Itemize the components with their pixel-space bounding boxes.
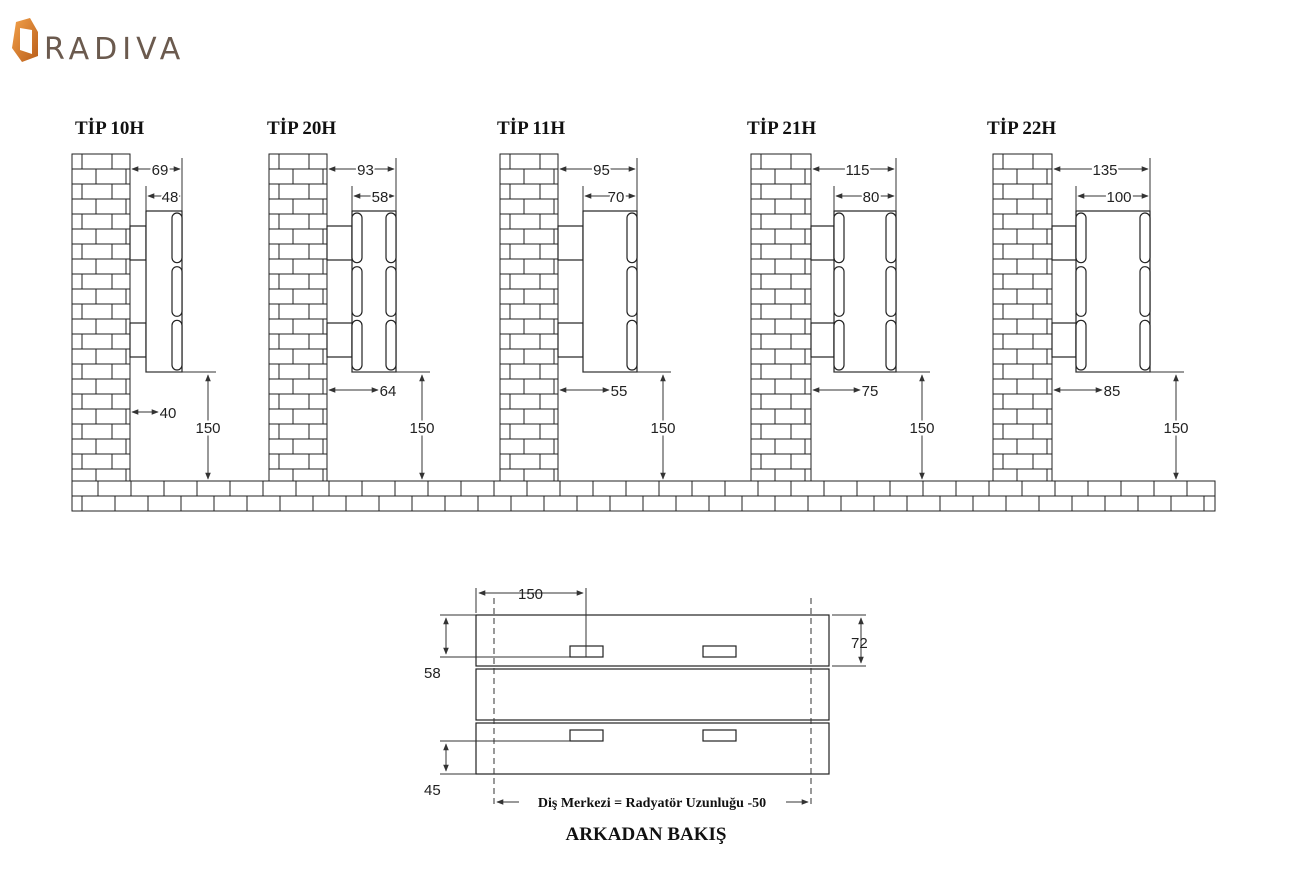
- type-view-2: [267, 118, 435, 481]
- radiator-body: [834, 211, 896, 372]
- convector-fin: [834, 213, 844, 263]
- convector-fin: [386, 213, 396, 263]
- convector-fin: [834, 320, 844, 370]
- convector-fin: [1140, 320, 1150, 370]
- wall-gap-value: 85: [1103, 383, 1121, 400]
- convector-fin: [352, 267, 362, 317]
- rear-bottom-bracket-value: 45: [424, 782, 441, 799]
- convector-fin: [352, 213, 362, 263]
- wall-outline: [269, 154, 327, 481]
- rear-view-title: ARKADAN BAKIŞ: [565, 824, 727, 845]
- rear-top-height-value: 72: [851, 635, 868, 652]
- type-view-1: [72, 118, 221, 481]
- wall-bracket-top: [1052, 226, 1076, 260]
- radiator-body: [583, 211, 637, 372]
- wall-gap-value: 75: [861, 383, 879, 400]
- convector-fin: [352, 320, 362, 370]
- floor-gap-value: 150: [1163, 420, 1189, 437]
- type-view-4: [747, 118, 935, 481]
- wall-bracket-bottom: [130, 323, 146, 357]
- rear-view: [424, 586, 868, 845]
- wall-outline: [500, 154, 558, 481]
- panel-depth-value: 70: [607, 189, 625, 206]
- convector-fin: [627, 213, 637, 263]
- rear-panel-bottom: [476, 723, 829, 774]
- rear-top-bracket-value: 58: [424, 665, 441, 682]
- rear-bracket-top-right: [703, 646, 736, 657]
- logo-mark-icon: [12, 18, 38, 62]
- radiator-outline: [1076, 211, 1150, 372]
- brick-wall: [500, 154, 558, 481]
- rear-bracket-bottom-right: [703, 730, 736, 741]
- convector-fin: [172, 267, 182, 317]
- wall-gap-value: 40: [159, 405, 177, 422]
- convector-fin: [1140, 267, 1150, 317]
- wall-gap-value: 55: [610, 383, 628, 400]
- wall-bracket-bottom: [327, 323, 352, 357]
- wall-bracket-top: [811, 226, 834, 260]
- brick-wall: [993, 154, 1052, 481]
- wall-bracket-bottom: [1052, 323, 1076, 357]
- type-view-5: [987, 118, 1189, 481]
- panel-depth-value: 48: [161, 189, 179, 206]
- floor-bricks: [72, 481, 1215, 511]
- panel-depth-value: 80: [862, 189, 880, 206]
- brand-name: RADIVA: [44, 32, 186, 67]
- rear-caption: Diş Merkezi = Radyatör Uzunluğu -50: [537, 796, 767, 811]
- convector-fin: [386, 320, 396, 370]
- wall-outline: [751, 154, 811, 481]
- wall-bracket-bottom: [811, 323, 834, 357]
- floor-gap-value: 150: [409, 420, 435, 437]
- brand-logo: [12, 18, 185, 67]
- overall-depth-value: 115: [845, 162, 870, 179]
- overall-depth-value: 93: [357, 162, 374, 179]
- rear-bracket-offset-value: 150: [518, 586, 544, 603]
- rear-panel-middle: [476, 669, 829, 720]
- convector-fin: [172, 213, 182, 263]
- convector-fin: [886, 320, 896, 370]
- floor-gap-value: 150: [909, 420, 935, 437]
- radiator-body: [1076, 211, 1150, 372]
- convector-fin: [1140, 213, 1150, 263]
- radiator-body: [352, 211, 396, 372]
- type-label: TİP 11H: [497, 118, 566, 139]
- convector-fin: [1076, 320, 1086, 370]
- brick-wall: [269, 154, 327, 481]
- brick-wall: [751, 154, 811, 481]
- overall-depth-value: 95: [593, 162, 610, 179]
- convector-fin: [1076, 267, 1086, 317]
- rear-panel-top: [476, 615, 829, 666]
- convector-fin: [172, 320, 182, 370]
- convector-fin: [386, 267, 396, 317]
- wall-bracket-top: [130, 226, 146, 260]
- floor-gap-value: 150: [650, 420, 676, 437]
- radiator-body: [146, 211, 182, 372]
- type-label: TİP 20H: [267, 118, 337, 139]
- convector-fin: [886, 267, 896, 317]
- convector-fin: [1076, 213, 1086, 263]
- wall-bracket-top: [327, 226, 352, 260]
- type-label: TİP 22H: [987, 118, 1057, 139]
- type-side-views: [72, 118, 1189, 481]
- convector-fin: [627, 320, 637, 370]
- type-label: TİP 21H: [747, 118, 817, 139]
- convector-fin: [886, 213, 896, 263]
- floor-gap-value: 150: [195, 420, 221, 437]
- overall-depth-value: 69: [151, 162, 169, 179]
- wall-outline: [72, 154, 130, 481]
- wall-outline: [993, 154, 1052, 481]
- brick-wall: [72, 154, 130, 481]
- convector-fin: [627, 267, 637, 317]
- panel-depth-value: 58: [371, 189, 389, 206]
- convector-fin: [834, 267, 844, 317]
- wall-bracket-bottom: [558, 323, 583, 357]
- overall-depth-value: 135: [1092, 162, 1118, 179]
- type-label: TİP 10H: [75, 118, 145, 139]
- wall-bracket-top: [558, 226, 583, 260]
- panel-depth-value: 100: [1106, 189, 1132, 206]
- wall-gap-value: 64: [379, 383, 397, 400]
- type-view-3: [497, 118, 676, 481]
- rear-bracket-bottom-left: [570, 730, 603, 741]
